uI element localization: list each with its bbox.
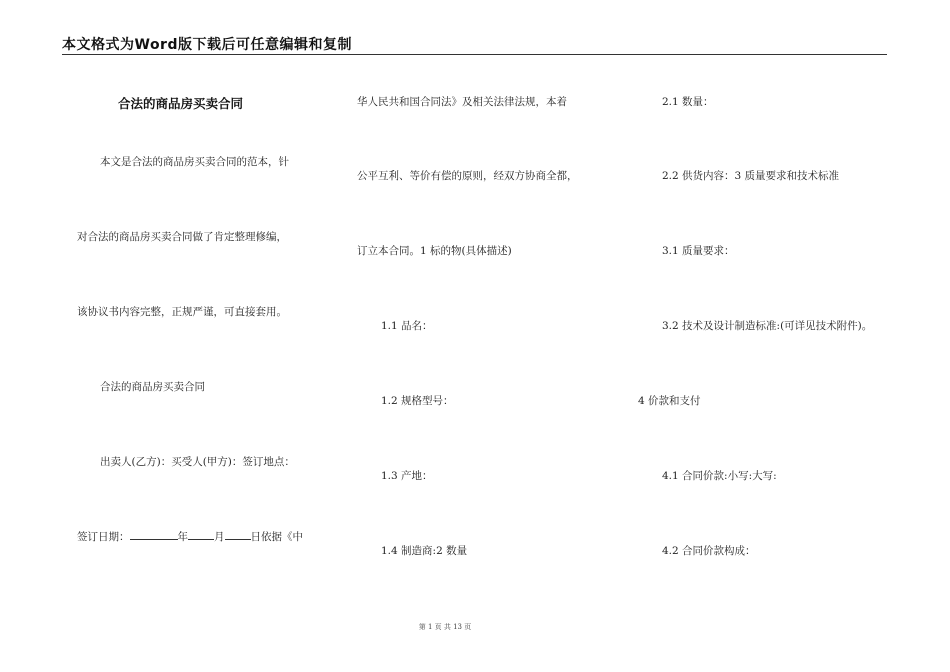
header-divider (62, 54, 887, 55)
month-label: 月 (214, 531, 225, 543)
document-title: 合法的商品房买卖合同 (118, 96, 244, 111)
col2-line-7: 1.4 制造商:2 数量 (381, 545, 468, 557)
col3-line-4: 3.2 技术及设计制造标准:(可详见技术附件)。 (662, 320, 873, 332)
intro-line-3: 该协议书内容完整，正规严谨，可直接套用。 (77, 306, 287, 318)
parties-line: 出卖人(乙方)：买受人(甲方)：签订地点： (100, 456, 295, 468)
sign-date-line (77, 529, 303, 544)
col2-line-6: 1.3 产地： (381, 470, 433, 482)
intro-line-2: 对合法的商品房买卖合同做了肯定整理修编， (77, 231, 287, 243)
col2-line-2: 公平互利、等价有偿的原则，经双方协商全都， (357, 170, 578, 182)
page-header-title: 本文格式为Word版下载后可任意编辑和复制 (62, 37, 352, 53)
col2-line-1: 华人民共和国合同法》及相关法律法规，本着 (357, 96, 567, 108)
col3-line-5: 4 价款和支付 (638, 395, 701, 407)
col2-line-3: 订立本合同。1 标的物(具体描述) (357, 245, 512, 257)
year-blank (130, 529, 178, 540)
col3-line-3: 3.1 质量要求： (662, 245, 735, 257)
day-label: 日依据《中 (250, 531, 303, 543)
contract-subtitle: 合法的商品房买卖合同 (100, 381, 205, 393)
col3-line-7: 4.2 合同价款构成： (662, 545, 756, 557)
col2-line-5: 1.2 规格型号： (381, 395, 454, 407)
page-footer: 第 1 页 共 13 页 (418, 623, 472, 631)
intro-line-1: 本文是合法的商品房买卖合同的范本，针 (100, 156, 289, 168)
day-blank (225, 529, 251, 540)
month-blank (188, 529, 214, 540)
sign-date-label: 签订日期： (77, 531, 130, 543)
col3-line-6: 4.1 合同价款:小写:大写: (662, 470, 777, 482)
year-label: 年 (177, 531, 188, 543)
col2-line-4: 1.1 品名： (381, 320, 433, 332)
col3-line-1: 2.1 数量： (662, 96, 714, 108)
col3-line-2: 2.2 供货内容：3 质量要求和技术标准 (662, 170, 840, 182)
